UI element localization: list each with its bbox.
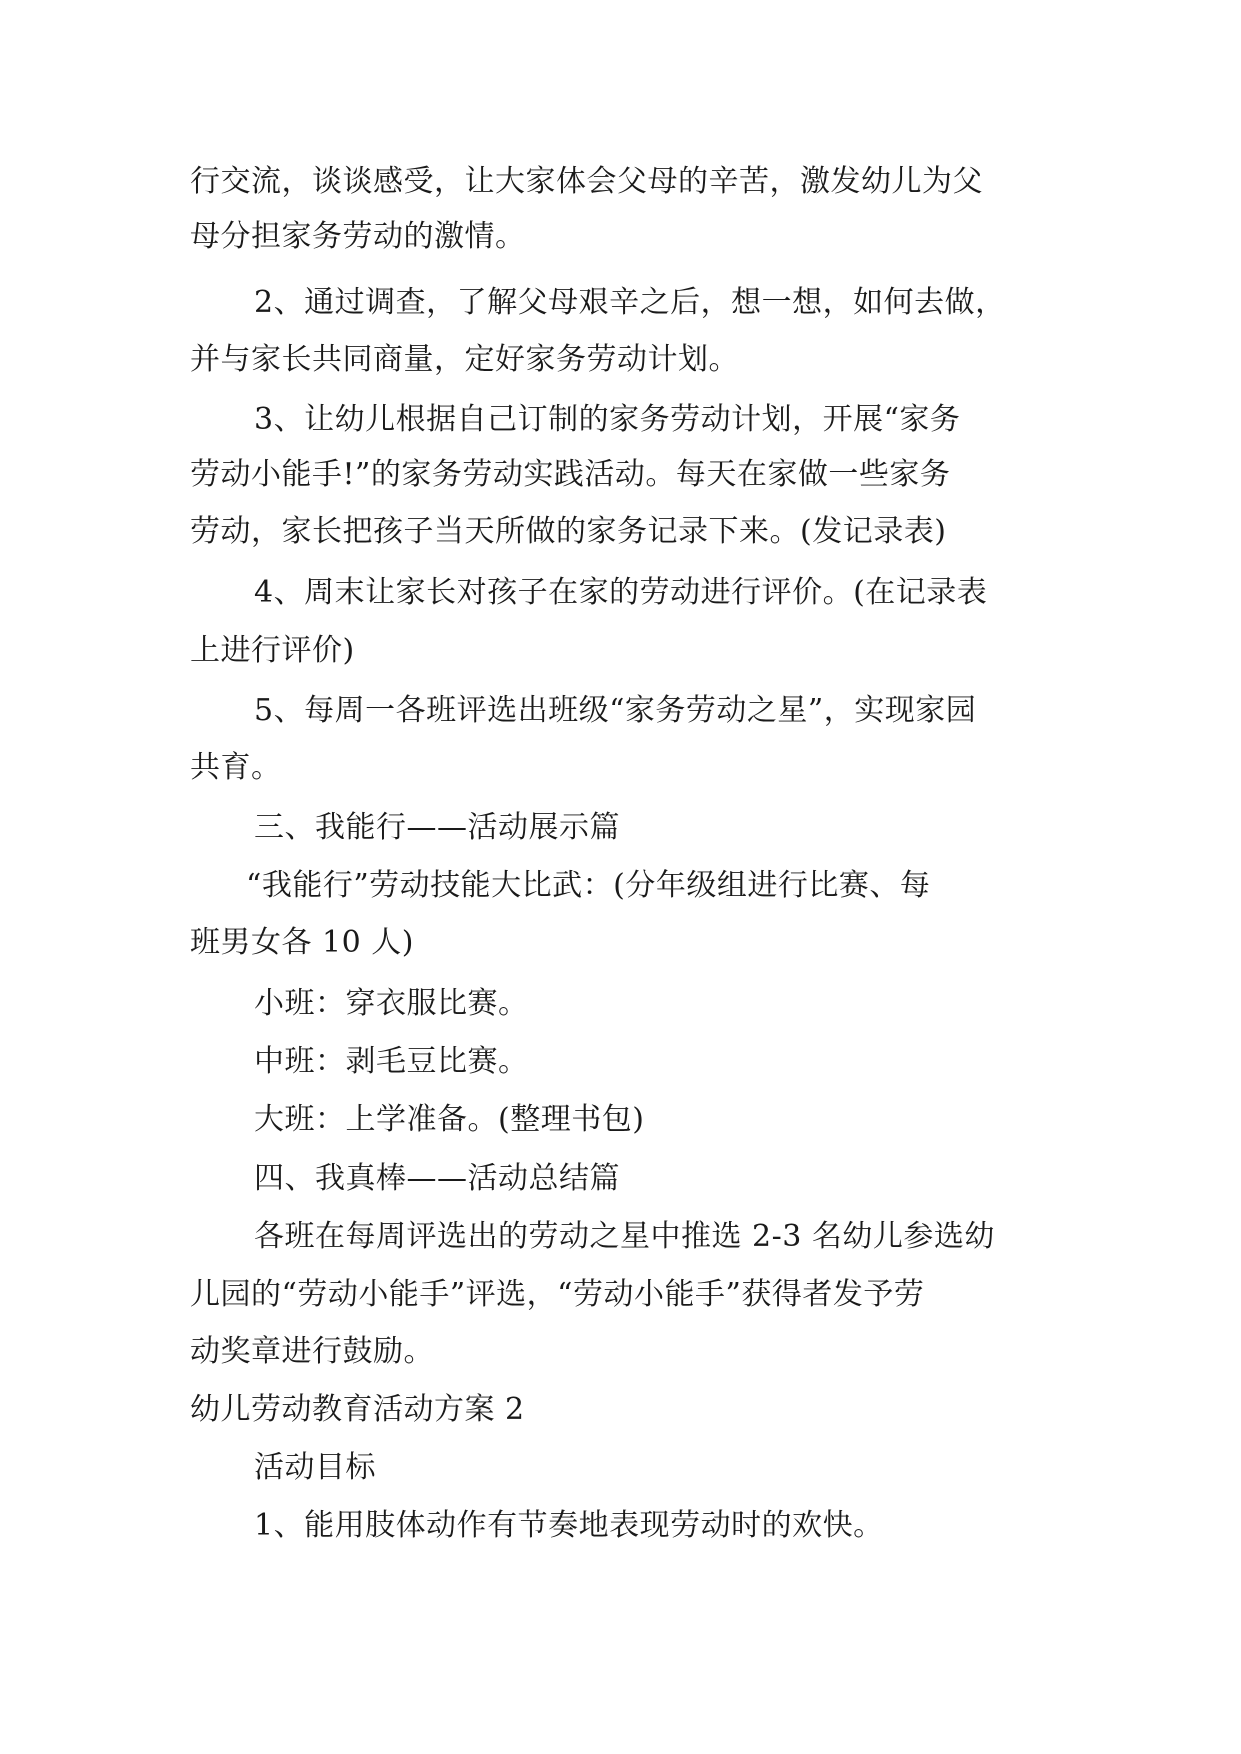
section-heading: 四、我真棒——活动总结篇 — [254, 1161, 620, 1196]
text-line: 中班：剥毛豆比赛。 — [254, 1044, 529, 1079]
text-line: 并与家长共同商量，定好家务劳动计划。 — [190, 342, 739, 377]
text-line: 大班：上学准备。(整理书包) — [254, 1102, 645, 1137]
text-line: 班男女各 10 人) — [190, 925, 414, 960]
document-title: 幼儿劳动教育活动方案 2 — [190, 1392, 525, 1427]
text-line: 儿园的“劳动小能手”评选，“劳动小能手”获得者发予劳 — [190, 1277, 925, 1312]
text-line: 5、每周一各班评选出班级“家务劳动之星”，实现家园 — [254, 693, 977, 728]
text-line: 上进行评价) — [190, 633, 355, 668]
text-line: 劳动，家长把孩子当天所做的家务记录下来。(发记录表) — [190, 514, 947, 549]
section-heading: 三、我能行——活动展示篇 — [254, 810, 620, 845]
text-line: 2、通过调查，了解父母艰辛之后，想一想，如何去做， — [254, 285, 1006, 320]
text-line: 小班：穿衣服比赛。 — [254, 986, 529, 1021]
text-line: 3、让幼儿根据自己订制的家务劳动计划，开展“家务 — [254, 402, 961, 437]
section-heading: 活动目标 — [254, 1450, 376, 1485]
text-line: “我能行”劳动技能大比武：(分年级组进行比赛、每 — [246, 868, 931, 903]
text-line: 母分担家务劳动的激情。 — [190, 219, 526, 254]
text-line: 劳动小能手!”的家务劳动实践活动。每天在家做一些家务 — [190, 457, 951, 492]
text-line: 各班在每周评选出的劳动之星中推选 2-3 名幼儿参选幼 — [254, 1219, 995, 1254]
text-line: 1、能用肢体动作有节奏地表现劳动时的欢快。 — [254, 1508, 884, 1543]
text-line: 行交流，谈谈感受，让大家体会父母的辛苦，激发幼儿为父 — [190, 164, 983, 199]
text-line: 共育。 — [190, 750, 282, 785]
text-line: 动奖章进行鼓励。 — [190, 1334, 434, 1369]
text-line: 4、周末让家长对孩子在家的劳动进行评价。(在记录表 — [254, 575, 988, 610]
